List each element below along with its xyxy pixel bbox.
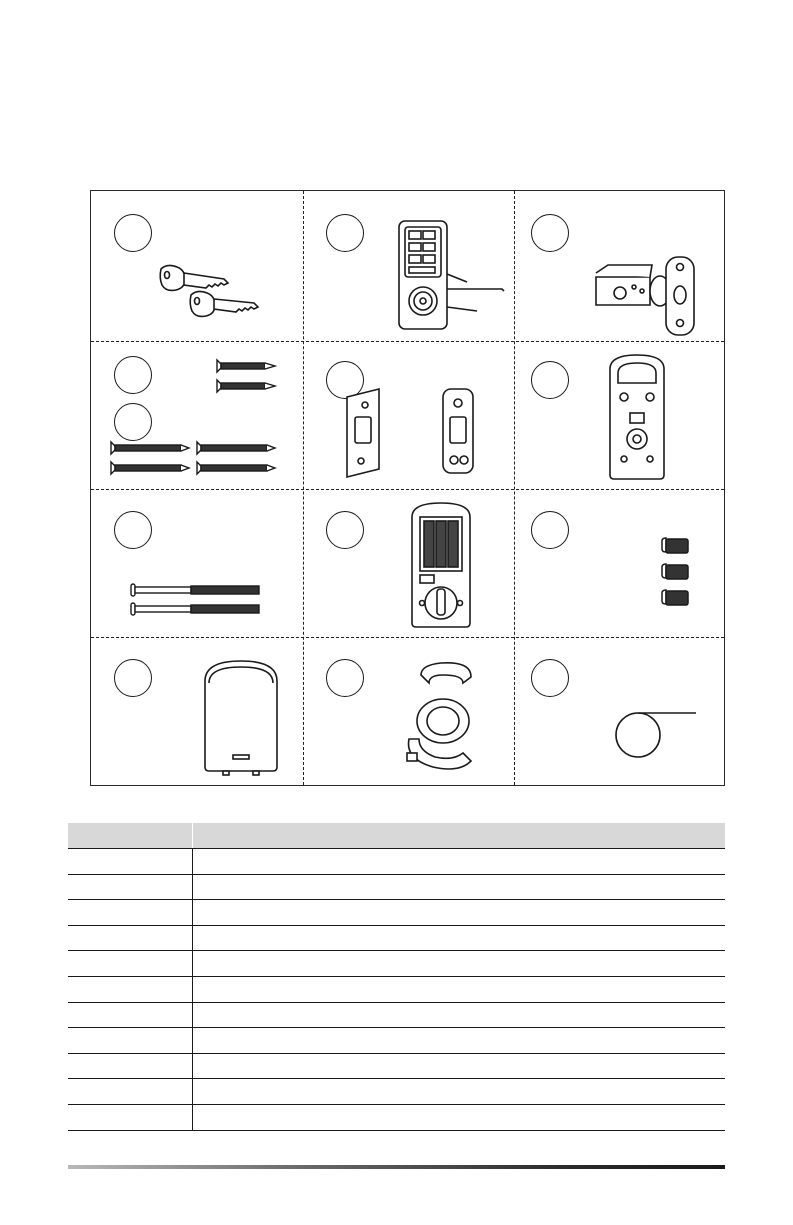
- part-number-badge: [114, 511, 152, 549]
- table-cell: [68, 976, 193, 1002]
- table-cell: [68, 951, 193, 977]
- adapter-rings-icon: [401, 659, 481, 777]
- table-cell: [68, 874, 193, 900]
- table-row: [68, 900, 725, 926]
- keys-icon: [153, 261, 273, 326]
- part-number-badge: [326, 511, 364, 549]
- table-cell: [193, 1053, 726, 1079]
- short-screws-icon: [658, 537, 694, 615]
- table-row: [68, 1002, 725, 1028]
- table-cell: [68, 1104, 193, 1130]
- long-bolts-icon: [129, 581, 261, 619]
- part-number-badge: [531, 214, 569, 252]
- part-cell-bolts: [91, 489, 303, 637]
- table-row: [68, 1104, 725, 1130]
- table-cell: [68, 1002, 193, 1028]
- part-number-badge: [531, 511, 569, 549]
- table-header-cell: [68, 823, 193, 849]
- table-cell: [193, 1104, 726, 1130]
- footer-rule: [68, 1165, 725, 1169]
- table-cell: [193, 1079, 726, 1105]
- part-cell-screws: [91, 341, 303, 489]
- part-cell-sticker: [514, 637, 726, 785]
- part-cell-strikes: [303, 341, 514, 489]
- table-cell: [193, 1002, 726, 1028]
- table-cell: [68, 1028, 193, 1054]
- table-cell: [193, 976, 726, 1002]
- table-cell: [68, 925, 193, 951]
- table-cell: [193, 874, 726, 900]
- table-row: [68, 1028, 725, 1054]
- interior-assembly-icon: [408, 501, 474, 631]
- part-number-badge: [114, 214, 152, 252]
- table-cell: [193, 849, 726, 875]
- table-cell: [193, 951, 726, 977]
- part-cell-adapter: [303, 637, 514, 785]
- table-cell: [68, 1053, 193, 1079]
- part-cell-exterior-assembly: [303, 191, 514, 341]
- table-header-row: [68, 823, 725, 849]
- table-cell: [68, 849, 193, 875]
- part-cell-battery-cover: [91, 637, 303, 785]
- part-number-badge: [326, 214, 364, 252]
- mounting-plate-icon: [606, 353, 668, 483]
- table-cell: [193, 925, 726, 951]
- part-cell-keys: [91, 191, 303, 341]
- table-header-cell: [193, 823, 726, 849]
- table-cell: [68, 1079, 193, 1105]
- parts-table: [68, 823, 725, 1131]
- long-screws-icon: [109, 439, 279, 479]
- screws-icon: [215, 357, 277, 397]
- table-cell: [193, 900, 726, 926]
- table-row: [68, 925, 725, 951]
- latch-bolt-icon: [594, 251, 719, 336]
- part-number-badge: [114, 659, 152, 697]
- part-cell-short-screws: [514, 489, 726, 637]
- part-cell-mounting-plate: [514, 341, 726, 489]
- sticker-icon: [614, 709, 698, 761]
- table-row: [68, 1053, 725, 1079]
- table-row: [68, 976, 725, 1002]
- part-number-badge: [114, 403, 152, 441]
- parts-grid: [90, 190, 725, 786]
- table-cell: [68, 900, 193, 926]
- part-cell-latch: [514, 191, 726, 341]
- table-row: [68, 849, 725, 875]
- part-number-badge: [114, 356, 152, 394]
- table-row: [68, 1079, 725, 1105]
- strike-plates-icon: [335, 387, 505, 479]
- exterior-keypad-assembly-icon: [395, 219, 505, 334]
- part-number-badge: [531, 361, 569, 399]
- table-row: [68, 951, 725, 977]
- part-number-badge: [326, 659, 364, 697]
- part-cell-interior-assembly: [303, 489, 514, 637]
- table-row: [68, 874, 725, 900]
- table-cell: [193, 1028, 726, 1054]
- part-number-badge: [531, 659, 569, 697]
- battery-cover-icon: [201, 659, 281, 777]
